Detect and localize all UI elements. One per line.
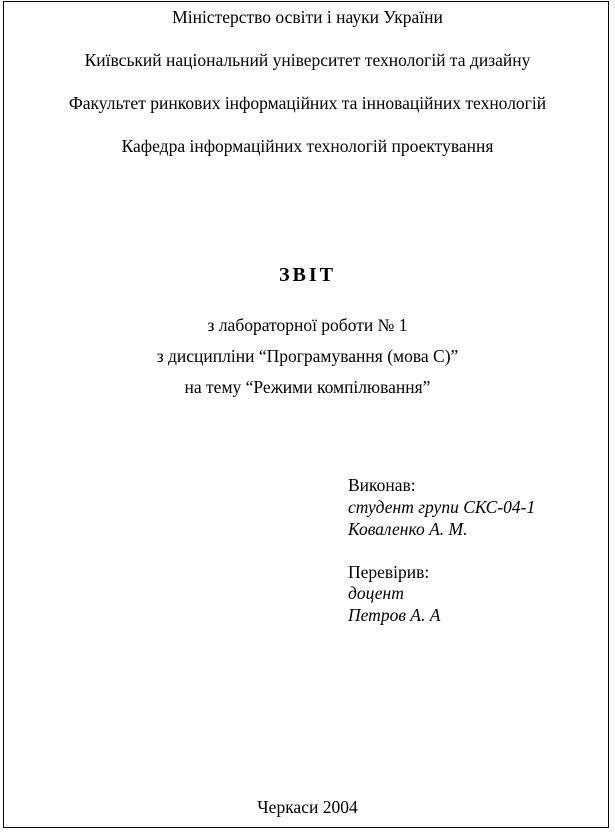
faculty-line: Факультет ринкових інформаційних та інноваційних технологій (68, 93, 547, 113)
lab-work-line: з лабораторної роботи № 1 (207, 315, 408, 335)
reviewer-label: Перевірив: (348, 562, 430, 582)
city-year: Черкаси 2004 (257, 797, 358, 817)
reviewer-name: Петров А. А (348, 605, 441, 625)
university-line: Київський національний університет технологій та дизайну (84, 50, 531, 70)
author-position: студент групи СКС-04-1 (348, 497, 536, 517)
ministry-line: Міністерство освіти і науки України (172, 7, 443, 27)
department-line: Кафедра інформаційних технологій проектування (121, 136, 494, 156)
author-label: Виконав: (348, 475, 416, 495)
author-name: Коваленко А. М. (348, 519, 468, 539)
report-title: ЗВІТ (278, 264, 337, 286)
discipline-line: з дисципліни “Програмування (мова С)” (156, 346, 459, 366)
reviewer-position: доцент (348, 583, 404, 603)
page-frame (3, 1, 609, 828)
topic-line: на тему “Режими компілювання” (184, 377, 431, 397)
